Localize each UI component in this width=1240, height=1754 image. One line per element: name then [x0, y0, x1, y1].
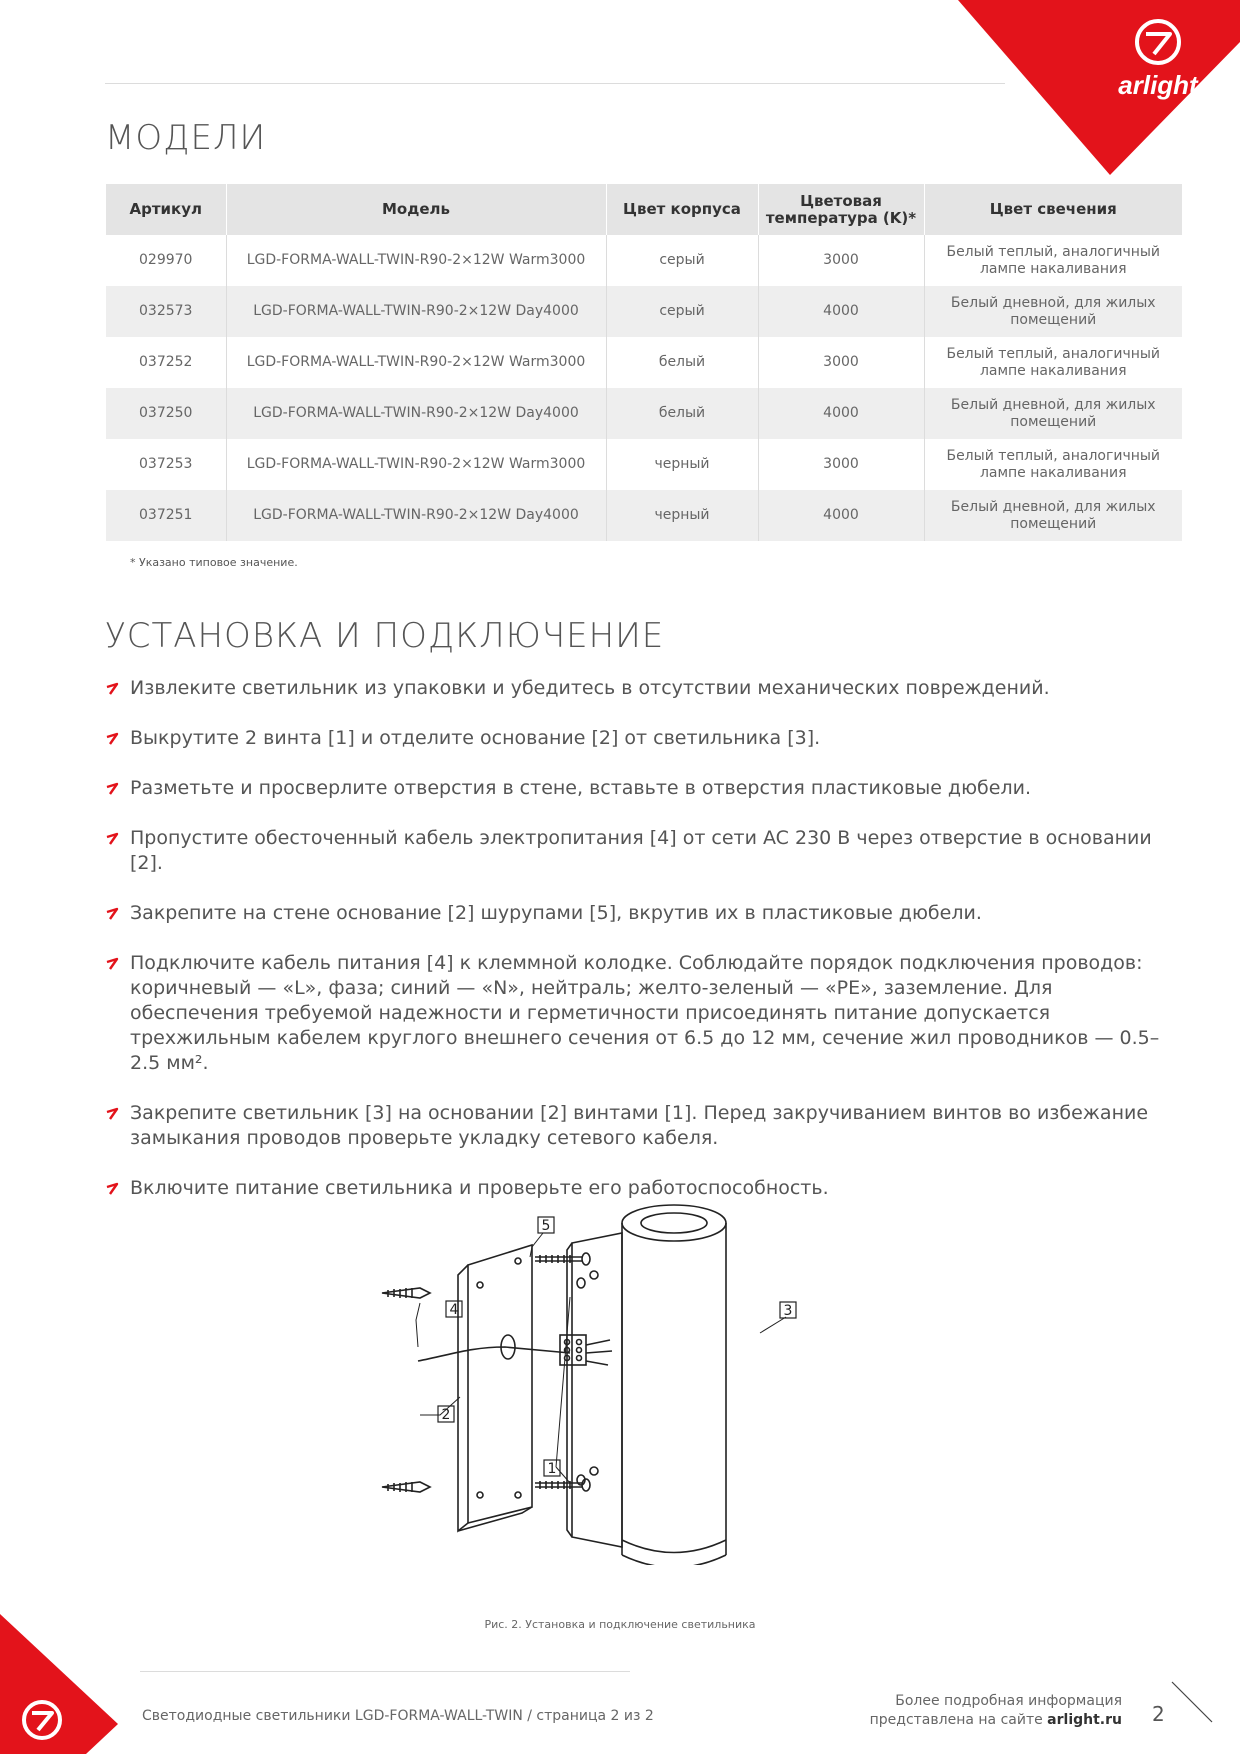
- cell-body-color: белый: [606, 337, 758, 388]
- models-table: [106, 184, 1182, 541]
- step-text: Включите питание светильника и проверьте его работоспособность.: [130, 1177, 829, 1199]
- arrow-bullet-icon: [105, 957, 119, 971]
- cell-color-temp: 4000: [758, 286, 924, 337]
- callout-1-label: 1: [547, 1461, 557, 1477]
- cell-model: LGD-FORMA-WALL-TWIN-R90-2×12W Warm3000: [226, 439, 606, 490]
- brand-corner-bottom-left: [0, 1614, 118, 1754]
- list-item: [105, 901, 1175, 926]
- cell-light-color: Белый дневной, для жилых помещений: [924, 388, 1182, 439]
- luminaire: [567, 1205, 726, 1565]
- cell-model: LGD-FORMA-WALL-TWIN-R90-2×12W Warm3000: [226, 337, 606, 388]
- header-body-color: Цвет корпуса: [606, 184, 758, 235]
- cell-light-color: Белый дневной, для жилых помещений: [924, 490, 1182, 541]
- page-corner-slash: [1170, 1680, 1214, 1724]
- install-steps-list: [105, 676, 1175, 1226]
- footer-more-info: [870, 1692, 1122, 1730]
- arrow-bullet-icon: [105, 782, 119, 796]
- callout-3: [780, 1302, 796, 1319]
- list-item: [105, 826, 1175, 876]
- installation-diagram: [360, 1195, 920, 1565]
- cable: [418, 1347, 570, 1361]
- callout-3-label: 3: [783, 1303, 793, 1319]
- table-header-row: [106, 184, 1182, 235]
- cell-body-color: белый: [606, 388, 758, 439]
- table-row: [106, 286, 1182, 337]
- header-color-temp: Цветовая температура (K)*: [758, 184, 924, 235]
- screw-top: [535, 1253, 590, 1265]
- callout-5: [538, 1217, 554, 1234]
- cell-light-color: Белый теплый, аналогичный лампе накаливания: [946, 243, 1161, 277]
- step-text: Выкрутите 2 винта [1] и отделите основание [2] от светильника [3].: [130, 727, 821, 749]
- header-light-color: Цвет свечения: [924, 184, 1182, 235]
- arlight-logo-text: arlight: [1118, 70, 1198, 100]
- arrow-bullet-icon: [105, 832, 119, 846]
- cell-model: LGD-FORMA-WALL-TWIN-R90-2×12W Warm3000: [226, 235, 606, 286]
- table-row: [106, 388, 1182, 439]
- cell-model: LGD-FORMA-WALL-TWIN-R90-2×12W Day4000: [226, 286, 606, 337]
- footer-divider: [140, 1671, 630, 1672]
- table-footnote: * Указано типовое значение.: [130, 556, 298, 569]
- callout-2-label: 2: [441, 1407, 451, 1423]
- step-text: Закрепите светильник [3] на основании [2] винтами [1]. Перед закручиванием винтов во избежание замыкания проводов проверьте укладку сетевого кабеля.: [130, 1102, 1149, 1149]
- cell-model: LGD-FORMA-WALL-TWIN-R90-2×12W Day4000: [226, 388, 606, 439]
- cell-light-color: Белый теплый, аналогичный лампе накаливания: [946, 447, 1161, 481]
- callout-4-label: 4: [449, 1302, 459, 1318]
- brand-corner-top-right: [920, 0, 1240, 175]
- list-item: [105, 776, 1175, 801]
- arrow-bullet-icon: [105, 732, 119, 746]
- table-row: [106, 337, 1182, 388]
- callout-5-label: 5: [541, 1218, 551, 1234]
- cell-body-color: серый: [606, 286, 758, 337]
- cell-color-temp: 3000: [758, 439, 924, 490]
- step-text: Подключите кабель питания [4] к клеммной колодке. Соблюдайте порядок подключения проводов: коричневый — «L», фаза; синий — «N», нейтраль; желто-зеленый — «PE», заземление. Для обеспечения требуемой надежности и герметичности присоединять питание допускается трехжильным кабелем круглого внешнего сечения от 6.5 до 12 мм, сечение жил проводников — 0.5–2.5 мм².: [130, 952, 1160, 1074]
- callout-4: [446, 1301, 462, 1318]
- dowel-bottom: [382, 1482, 430, 1492]
- cell-color-temp: 3000: [758, 235, 924, 286]
- arrow-bullet-icon: [105, 682, 119, 696]
- cell-article: 037251: [106, 490, 226, 541]
- step-text: Разметьте и просверлите отверстия в стене, вставьте в отверстия пластиковые дюбели.: [130, 777, 1031, 799]
- cell-article: 037250: [106, 388, 226, 439]
- step-text: Закрепите на стене основание [2] шурупами [5], вкрутив их в пластиковые дюбели.: [130, 902, 982, 924]
- footer-site-link[interactable]: arlight.ru: [1047, 1712, 1122, 1728]
- list-item: [105, 676, 1175, 701]
- cell-color-temp: 4000: [758, 490, 924, 541]
- footer-more-info-line1: Более подробная информация: [895, 1693, 1122, 1709]
- cell-article: 037253: [106, 439, 226, 490]
- cell-article: 037252: [106, 337, 226, 388]
- footer-more-info-text: представлена на сайте: [869, 1712, 1048, 1728]
- cell-body-color: черный: [606, 439, 758, 490]
- cell-body-color: серый: [606, 235, 758, 286]
- table-row: [106, 235, 1182, 286]
- cell-model: LGD-FORMA-WALL-TWIN-R90-2×12W Day4000: [226, 490, 606, 541]
- cell-body-color: черный: [606, 490, 758, 541]
- mounting-base: [458, 1245, 532, 1531]
- top-divider: [105, 83, 1005, 84]
- table-row: [106, 439, 1182, 490]
- cell-color-temp: 4000: [758, 388, 924, 439]
- arrow-bullet-icon: [105, 1107, 119, 1121]
- cell-color-temp: 3000: [758, 337, 924, 388]
- footer-doc-title: Светодиодные светильники LGD-FORMA-WALL-TWIN / страница 2 из 2: [142, 1708, 654, 1724]
- list-item: [105, 951, 1175, 1076]
- cell-light-color: Белый теплый, аналогичный лампе накаливания: [946, 345, 1161, 379]
- cell-article: 032573: [106, 286, 226, 337]
- cell-light-color: Белый дневной, для жилых помещений: [924, 286, 1182, 337]
- cell-article: 029970: [106, 235, 226, 286]
- step-text: Извлеките светильник из упаковки и убедитесь в отсутствии механических повреждений.: [130, 677, 1050, 699]
- install-section-title: УСТАНОВКА И ПОДКЛЮЧЕНИЕ: [105, 616, 665, 656]
- arrow-bullet-icon: [105, 907, 119, 921]
- table-row: [106, 490, 1182, 541]
- header-model: Модель: [226, 184, 606, 235]
- footer-more-info-line2: [870, 1711, 1122, 1730]
- page-number: 2: [1152, 1702, 1165, 1726]
- arrow-bullet-icon: [105, 1182, 119, 1196]
- dowel-top: [382, 1288, 430, 1298]
- models-section-title: МОДЕЛИ: [105, 118, 267, 158]
- figure-caption: Рис. 2. Установка и подключение светильника: [484, 1618, 756, 1631]
- header-article: Артикул: [106, 184, 226, 235]
- list-item: [105, 726, 1175, 751]
- list-item: [105, 1101, 1175, 1151]
- step-text: Пропустите обесточенный кабель электропитания [4] от сети AC 230 В через отверстие в основании [2].: [130, 827, 1152, 874]
